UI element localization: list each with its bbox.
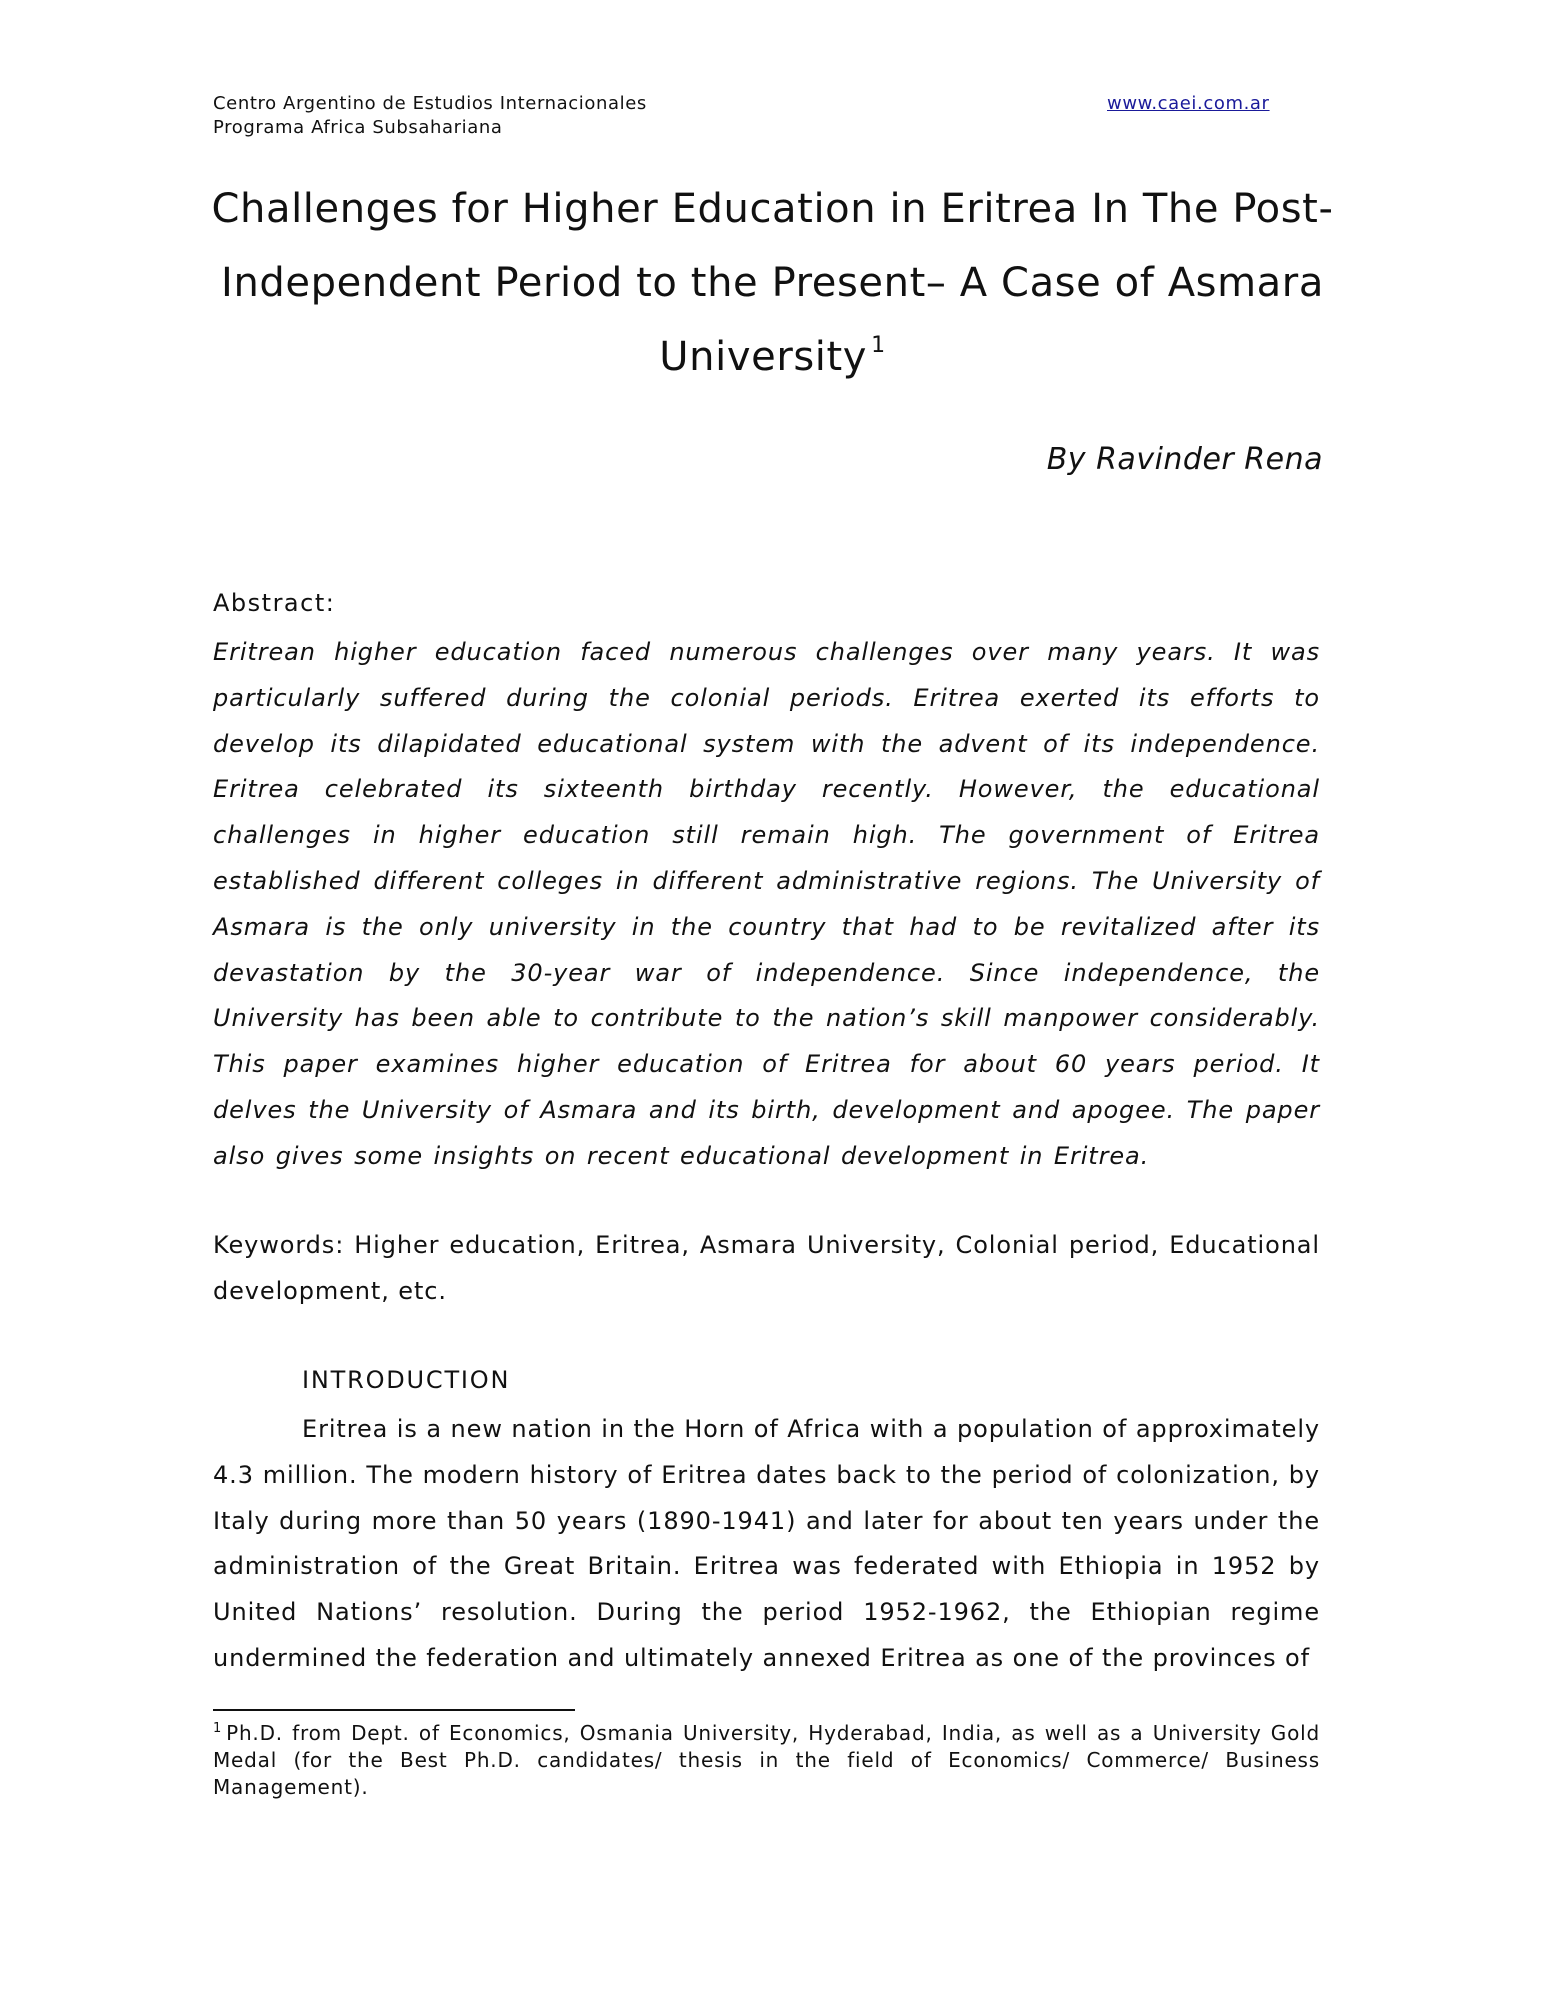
header-institution: Centro Argentino de Estudios Internacionales	[213, 93, 647, 114]
title-footnote-marker: 1	[871, 333, 886, 358]
keywords: Keywords: Higher education, Eritrea, Asmara University, Colonial period, Educational development, etc.	[213, 1231, 1320, 1305]
running-header	[213, 92, 647, 140]
author-byline: By Ravinder Rena	[1046, 442, 1323, 477]
footnote-text: Ph.D. from Dept. of Economics, Osmania University, Hyderabad, India, as well as a University Gold Medal (for the Best Ph.D. candidates/ thesis in the field of Economics/ Commerce/ Business Management).	[213, 1721, 1320, 1799]
header-website-link[interactable]: www.caei.com.ar	[1107, 93, 1270, 114]
footnote	[213, 1720, 1320, 1801]
header-program: Programa Africa Subsahariana	[213, 117, 503, 138]
abstract-label: Abstract:	[213, 589, 336, 617]
introduction-paragraph: Eritrea is a new nation in the Horn of Africa with a population of approximately 4.3 million. The modern history of Eritrea dates back to the period of colonization, by Italy during more than 50 years (1890-1941) and later for about ten years under the administration of the Great Britain. Eritrea was federated with Ethiopia in 1952 by United Nations’ resolution. During the period 1952-1962, the Ethiopian regime undermined the federation and ultimately annexed Eritrea as one of the provinces of	[213, 1415, 1320, 1672]
footnote-divider	[213, 1709, 575, 1711]
paper-title	[200, 172, 1345, 394]
section-heading-introduction: INTRODUCTION	[302, 1366, 511, 1394]
footnote-marker: 1	[213, 1721, 223, 1736]
abstract-body: Eritrean higher education faced numerous challenges over many years. It was particularly suffered during the colonial periods. Eritrea exerted its efforts to develop its dilapidated educational system with the advent of its independence. Eritrea celebrated its sixteenth birthday recently. However, the educational challenges in higher education still remain high. The government of Eritrea established different colleges in different administrative regions. The University of Asmara is the only university in the country that had to be revitalized after its devastation by the 30-year war of independence. Since independence, the University has been able to contribute to the nation’s skill manpower considerably. This paper examines higher education of Eritrea for about 60 years period. It delves the University of Asmara and its birth, development and apogee. The paper also gives some insights on recent educational development in Eritrea.	[213, 638, 1320, 1170]
paper-title-text: Challenges for Higher Education in Eritrea In The Post-Independent Period to the Present– A Case of Asmara University	[211, 186, 1334, 380]
